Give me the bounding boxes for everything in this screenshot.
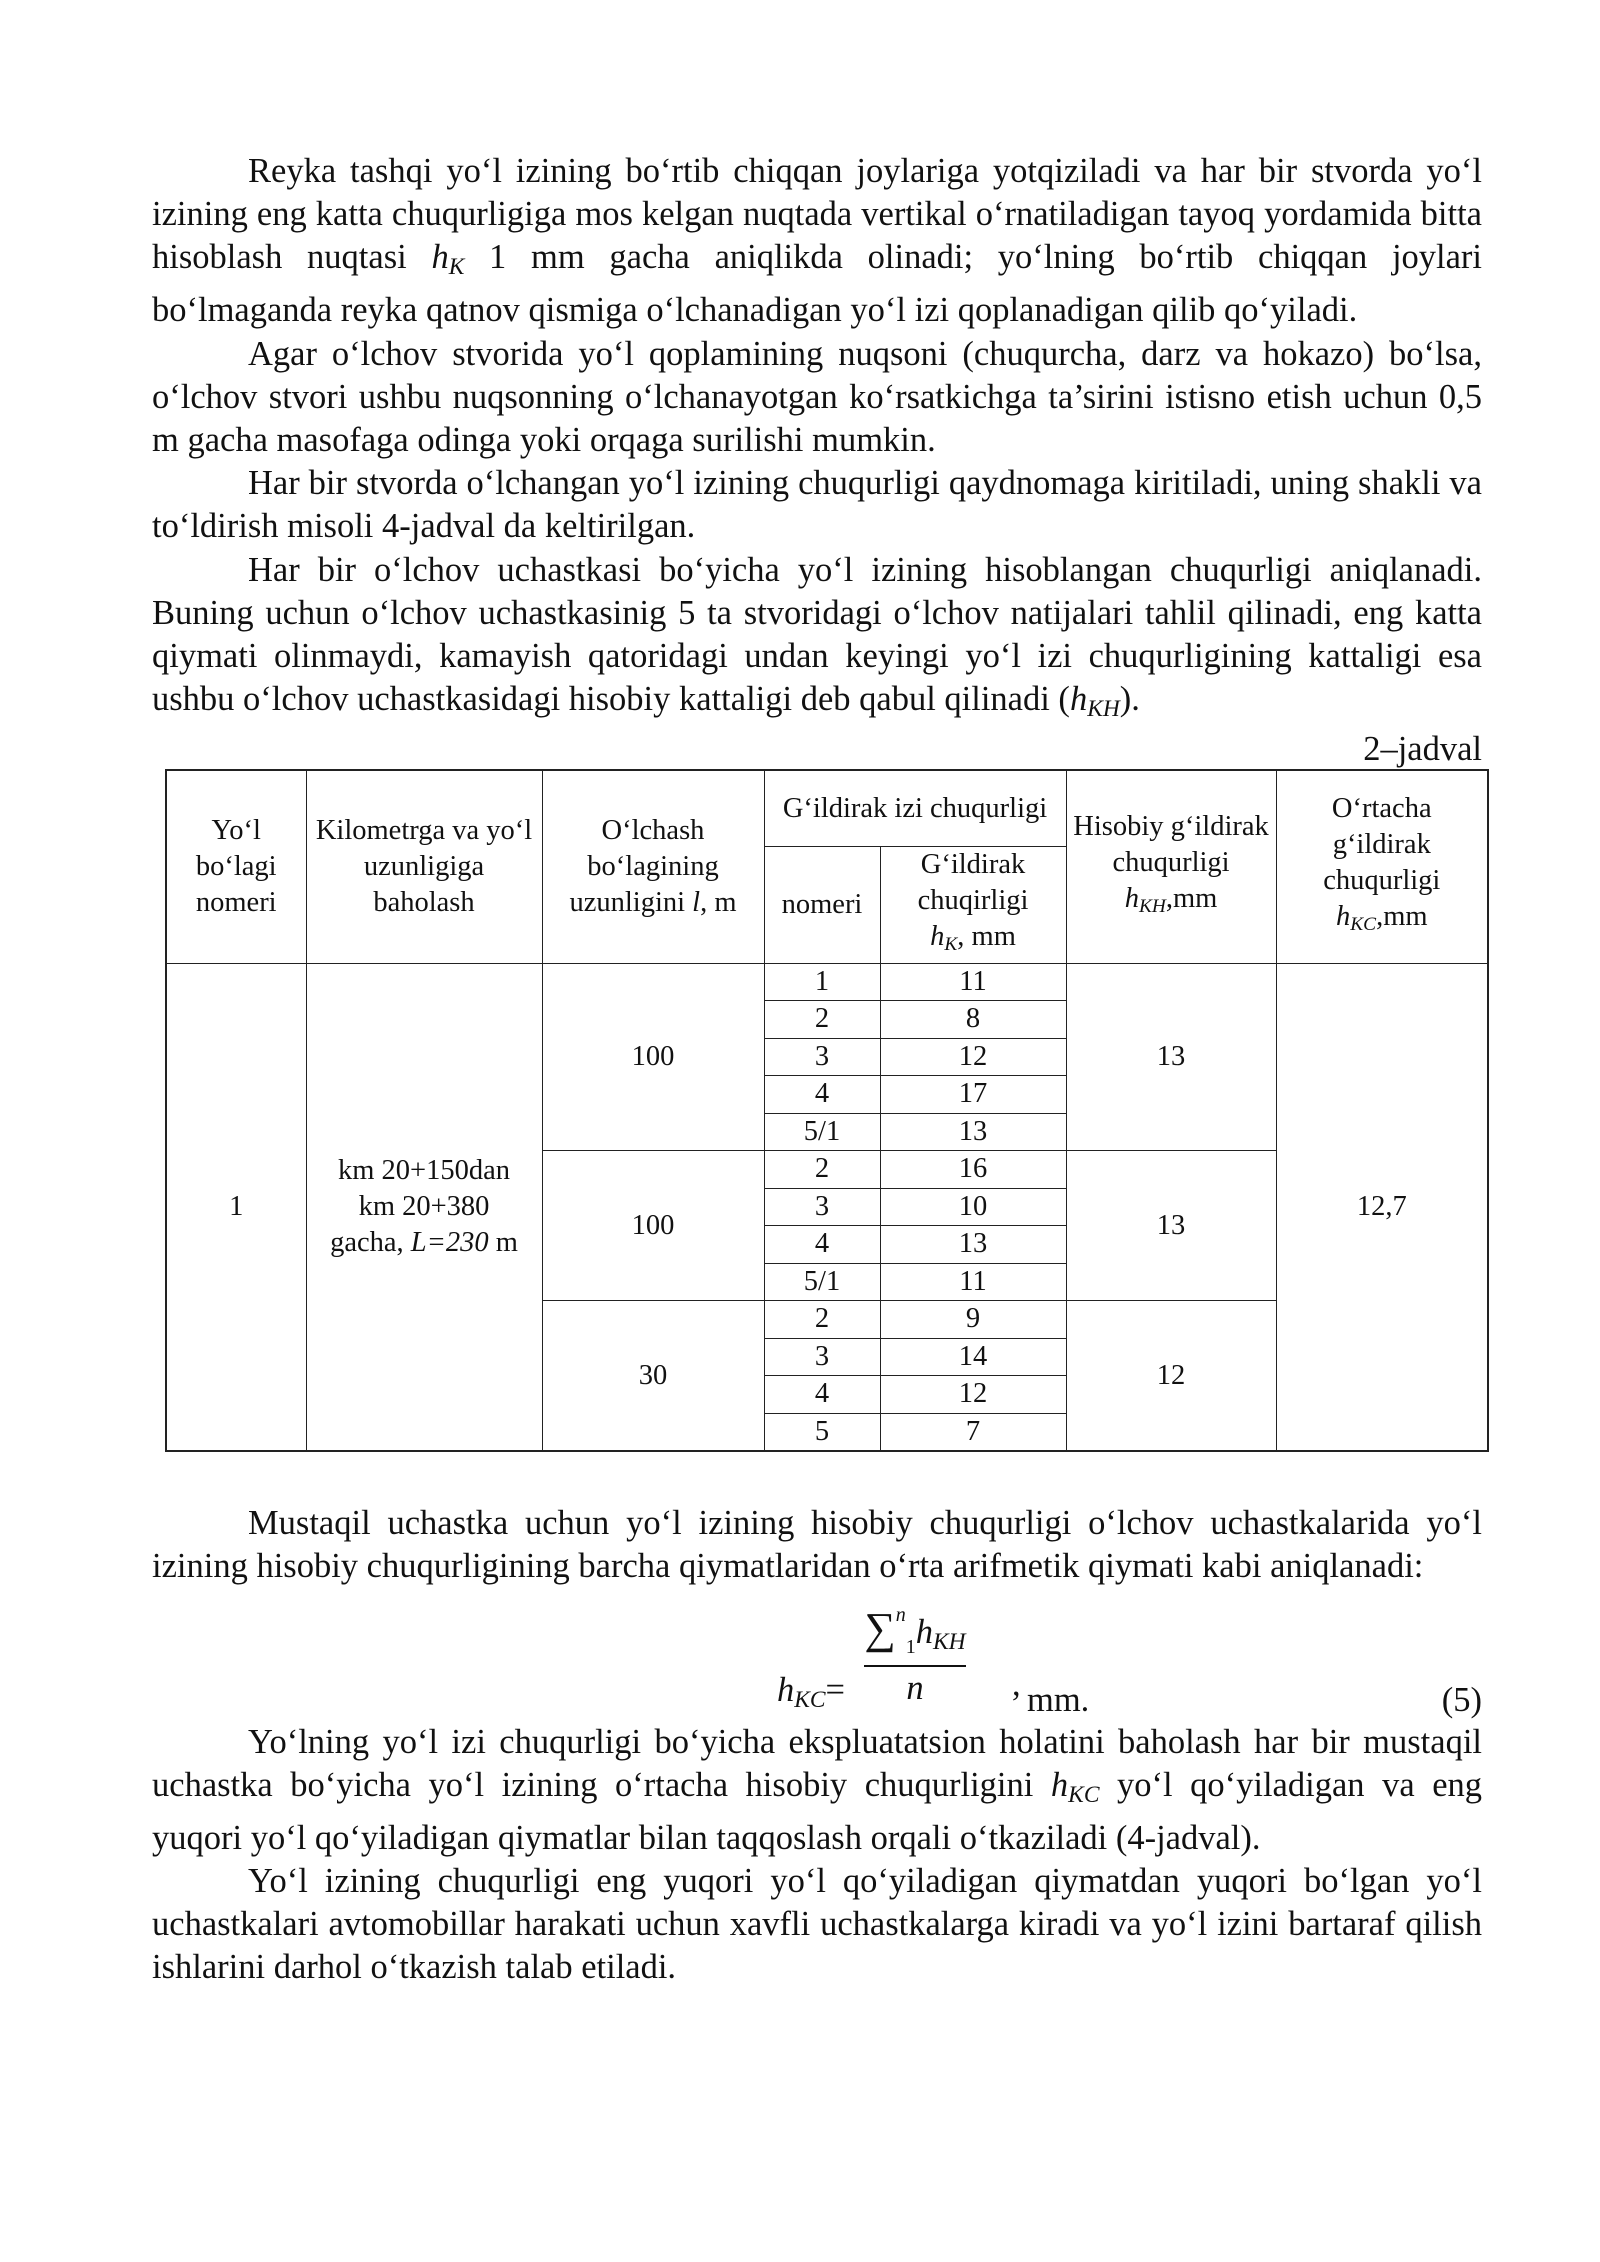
formula-sigma: ∑ [864,1603,896,1653]
table-body [166,963,1488,1451]
formula-sigma-upper: n [895,1603,906,1626]
wheel-depth-cell: 12 [880,1038,1066,1076]
formula-numerator-subscript: KH [933,1628,966,1655]
paragraph-evaluation [152,1721,1482,1860]
paragraph-text: Agar o‘lchov stvorida yo‘l qoplamining nuqsoni (chuqurcha, darz va hokazo) bo‘lsa, o‘lchov stvori ushbu nuqsonning o‘lchanayotgan ko‘rsatkichga ta’sirini istisno etish uchun 0,5 m gacha masofaga odinga yoki orqaga surilishi mumkin. [152,334,1482,460]
paragraph-danger: Yo‘l izining chuqurligi eng yuqori yo‘l qo‘yiladigan qiymatdan yuqori bo‘lgan yo‘l uchastkalari avtomobillar harakati uchun xavfli uchastkalarga kiradi va yo‘l izini bartaraf qilish ishlarini darhol o‘tkazish talab etiladi. [152,1862,1482,1987]
location-unit: m [488,1226,518,1258]
header-average-depth-subscript: KC [1350,913,1377,935]
wheel-depth-cell: 11 [880,1263,1066,1301]
header-section-length-symbol: l [692,887,701,919]
section-length-cell: 100 [542,963,764,1151]
wheel-depth-cell: 16 [880,1151,1066,1189]
paragraph-mid: Mustaqil uchastka uchun yo‘l izining hisobiy chuqurligi o‘lchov uchastkalarida yo‘l izining hisobiy chuqurligining barcha qiymatlaridan o‘rta arifmetik qiymati kabi aniqlanadi: [152,1504,1482,1586]
formula-lhs-symbol: h [777,1670,795,1709]
wheel-depth-cell: 14 [880,1338,1066,1376]
header-calculated-depth [1066,770,1276,963]
stvor-number-cell: 5/1 [764,1113,880,1151]
table-caption: 2–jadval [1363,730,1482,769]
formula-unit: mm. [1027,1680,1090,1719]
header-calculated-depth-symbol: h [1124,883,1139,915]
paragraph-evaluation-after: yo‘l qo‘yiladigan va eng yuqori yo‘l qo‘yiladigan qiymatlar bilan taqqoslash orqali o‘tkaziladi (4-jadval). [152,1765,1483,1857]
formula-fraction [864,1603,966,1708]
paragraph-4 [152,549,1482,732]
wheel-depth-cell: 13 [880,1113,1066,1151]
header-average-depth-unit: ,mm [1376,901,1428,933]
header-average-depth-symbol: h [1335,901,1351,933]
section-length-cell: 100 [542,1151,764,1301]
stvor-number-cell: 4 [764,1376,880,1414]
calculated-depth-cell: 12 [1066,1301,1276,1452]
paragraph-text: Reyka tashqi yo‘l izining bo‘rtib chiqqan joylariga yotqiziladi va har bir stvorda yo‘l izining eng katta chuqurligiga mos kelgan nuqtada vertikal o‘rnatiladigan tayoq yordamida bitta hisoblash nuqtasi [152,152,1482,277]
header-number: nomeri [764,846,880,963]
header-average-depth [1276,770,1488,963]
paragraph-symbol: h [431,238,449,277]
location-length: L=230 [410,1226,489,1258]
formula-lhs-subscript: KC [794,1686,826,1713]
header-calculated-depth-unit: ,mm [1165,883,1218,915]
document-page [152,150,1482,1990]
wheel-depth-cell: 17 [880,1076,1066,1114]
formula-equals: = [825,1670,846,1709]
location-cell [306,963,542,1451]
header-section-length-unit: , m [700,887,737,919]
section-length-cell: 30 [542,1301,764,1452]
header-wheel-depth-subscript: K [944,933,958,955]
stvor-number-cell: 5/1 [764,1263,880,1301]
formula-numerator-symbol: h [915,1612,934,1651]
wheel-depth-cell: 9 [880,1301,1066,1339]
header-section-length-text: O‘lchash bo‘lagining uzunligini [569,815,719,919]
header-wheel-depth-text: G‘ildirak chuqirligi [917,848,1029,916]
paragraph-symbol-subscript: K [448,254,465,281]
stvor-number-cell: 5 [764,1413,880,1451]
location-text: km 20+150dan km 20+380 gacha, [330,1154,511,1258]
header-km-assessment: Kilometrga va yo‘l uzunligiga baholash [306,770,542,963]
formula-5 [152,1595,1482,1721]
paragraph-1 [152,150,1482,333]
paragraph-symbol: h [1069,680,1088,719]
header-wheel-depth-symbol: h [930,920,945,952]
stvor-number-cell: 3 [764,1188,880,1226]
stvor-number-cell: 3 [764,1338,880,1376]
formula-fraction-bar [864,1665,966,1667]
header-calculated-depth-subscript: KH [1138,895,1166,917]
formula-comma: , [1012,1664,1021,1703]
stvor-number-cell: 3 [764,1038,880,1076]
paragraph-3 [152,462,1482,548]
header-wheel-rut-group: G‘ildirak izi chuqurligi [764,770,1066,846]
formula-denominator: n [906,1668,924,1707]
paragraph-evaluation-subscript: KC [1068,1781,1100,1808]
paragraph-2 [152,333,1482,463]
average-depth-cell: 12,7 [1276,963,1488,1451]
wheel-depth-cell: 10 [880,1188,1066,1226]
formula-numerator [864,1603,966,1659]
top-paragraphs [152,150,1482,731]
stvor-number-cell: 2 [764,1301,880,1339]
formula-sigma-lower: 1 [905,1635,916,1658]
paragraph-text: Har bir o‘lchov uchastkasi bo‘yicha yo‘l izining hisoblangan chuqurligi aniqlanadi. Buning uchun o‘lchov uchastkasinig 5 ta stvoridagi o‘lchov natijalari tahlil qilinadi, eng katta qiymati olinmaydi, kamayish qatoridagi undan keyingi yo‘l izi chuqurligining kattaligi esa ushbu o‘lchov uchastkasidagi hisobiy kattaligi deb qabul qilinadi ( [152,550,1482,719]
wheel-depth-cell: 11 [880,963,1066,1001]
formula-lhs [777,1671,845,1714]
header-calculated-depth-text: Hisobiy g‘ildirak chuqurligi [1073,811,1269,879]
header-wheel-depth [880,846,1066,963]
table-row [166,963,1488,1001]
calculated-depth-cell: 13 [1066,963,1276,1151]
paragraph-text-after: ). [1119,680,1140,719]
wheel-depth-cell: 13 [880,1226,1066,1264]
header-segment-number: Yo‘l bo‘lagi nomeri [166,770,306,963]
stvor-number-cell: 1 [764,963,880,1001]
paragraph-text: Har bir stvorda o‘lchangan yo‘l izining chuqurligi qaydnomaga kiritiladi, uning shakli va to‘ldirish misoli 4-jadval da keltirilgan. [152,464,1482,546]
header-average-depth-text: O‘rtacha g‘ildirak chuqurligi [1323,793,1441,897]
paragraph-evaluation-symbol: h [1050,1765,1069,1804]
rut-depth-table [165,769,1489,1452]
header-section-length [542,770,764,963]
wheel-depth-cell: 12 [880,1376,1066,1414]
stvor-number-cell: 2 [764,1151,880,1189]
paragraph-symbol-subscript: KH [1087,696,1120,723]
stvor-number-cell: 4 [764,1226,880,1264]
stvor-number-cell: 2 [764,1001,880,1039]
segment-number-cell: 1 [166,963,306,1451]
formula-number: (5) [1441,1680,1482,1719]
calculated-depth-cell: 13 [1066,1151,1276,1301]
wheel-depth-cell: 8 [880,1001,1066,1039]
paragraph-evaluation-before: Yo‘lning yo‘l izi chuqurligi bo‘yicha ekspluatatsion holatini baholash har bir mustaqil uchastka bo‘yicha yo‘l izining o‘rtacha hisobiy chuqurligini [152,1722,1482,1804]
paragraph-text-after: 1 mm gacha aniqlikda olinadi; yo‘lning bo‘rtib chiqqan joylari bo‘lmaganda reyka qatnov qismiga o‘lchanadigan yo‘l izi qoplanadigan qilib qo‘yiladi. [152,238,1483,330]
header-wheel-depth-unit: , mm [957,920,1016,952]
stvor-number-cell: 4 [764,1076,880,1114]
wheel-depth-cell: 7 [880,1413,1066,1451]
